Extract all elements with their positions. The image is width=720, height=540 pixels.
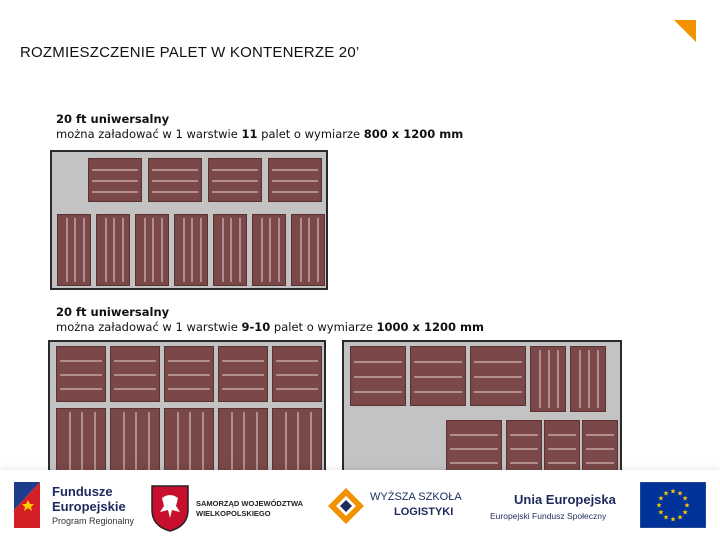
pallet bbox=[291, 214, 325, 286]
caption-2-heading: 20 ft uniwersalny bbox=[56, 305, 170, 319]
slide-title: ROZMIESZCZENIE PALET W KONTENERZE 20’ bbox=[20, 44, 360, 61]
eu-star-icon: ★ bbox=[683, 502, 691, 510]
pallet bbox=[148, 158, 202, 202]
eu-star-icon: ★ bbox=[655, 502, 663, 510]
container-diagram-800x1200 bbox=[50, 150, 328, 290]
pallet bbox=[252, 214, 286, 286]
wsl-logo-icon bbox=[326, 486, 366, 526]
eu-star-icon: ★ bbox=[676, 514, 684, 522]
pallet bbox=[96, 214, 130, 286]
eu-star-icon: ★ bbox=[657, 495, 665, 503]
pallet bbox=[56, 408, 106, 476]
eu-star-icon: ★ bbox=[662, 514, 670, 522]
eu-star-icon: ★ bbox=[657, 509, 665, 517]
eu-star-icon: ★ bbox=[669, 516, 677, 524]
pallet bbox=[218, 346, 268, 402]
eu-flag-icon bbox=[640, 482, 706, 528]
ue-line1: Unia Europejska bbox=[514, 492, 616, 507]
eu-star-icon: ★ bbox=[669, 488, 677, 496]
wielkopolska-crest-icon bbox=[150, 484, 190, 532]
pallet bbox=[218, 408, 268, 476]
ue-line2: Europejski Fundusz Społeczny bbox=[490, 511, 607, 521]
caption-2-description: można załadować w 1 warstwie 9-10 palet o wymiarze 1000 x 1200 mm bbox=[56, 320, 484, 334]
fe-line2: Europejskie bbox=[52, 499, 126, 514]
pallet bbox=[446, 420, 502, 476]
pallet bbox=[410, 346, 466, 406]
pallet bbox=[88, 158, 142, 202]
pallet bbox=[506, 420, 542, 476]
pallet bbox=[268, 158, 322, 202]
pallet bbox=[544, 420, 580, 476]
fundusze-europejskie-logo-icon bbox=[10, 480, 46, 530]
wsl-line2: LOGISTYKI bbox=[394, 506, 454, 518]
container-diagram-1000x1200-a bbox=[48, 340, 326, 480]
eu-star-icon: ★ bbox=[662, 490, 670, 498]
pallet bbox=[208, 158, 262, 202]
pallet bbox=[164, 408, 214, 476]
eu-star-icon: ★ bbox=[676, 490, 684, 498]
container-diagram-1000x1200-b bbox=[342, 340, 622, 480]
sw-line2: WIELKOPOLSKIEGO bbox=[196, 509, 271, 518]
pallet bbox=[135, 214, 169, 286]
eu-star-icon: ★ bbox=[681, 509, 689, 517]
pallet bbox=[164, 346, 214, 402]
caption-2 bbox=[56, 305, 484, 335]
fe-line3: Program Regionalny bbox=[52, 516, 135, 526]
caption-1-heading: 20 ft uniwersalny bbox=[56, 112, 170, 126]
pallet bbox=[57, 214, 91, 286]
eu-star-icon: ★ bbox=[681, 495, 689, 503]
pallet bbox=[213, 214, 247, 286]
pallet bbox=[530, 346, 566, 412]
pallet bbox=[570, 346, 606, 412]
pallet bbox=[350, 346, 406, 406]
caption-1-description: można załadować w 1 warstwie 11 palet o wymiarze 800 x 1200 mm bbox=[56, 127, 464, 141]
footer-logos bbox=[0, 470, 720, 540]
fe-line1: Fundusze bbox=[52, 484, 113, 499]
pallet bbox=[174, 214, 208, 286]
pallet bbox=[110, 346, 160, 402]
caption-1 bbox=[56, 112, 463, 142]
pallet bbox=[56, 346, 106, 402]
sw-line1: SAMORZĄD WOJEWÓDZTWA bbox=[196, 499, 304, 508]
pallet bbox=[110, 408, 160, 476]
pallet bbox=[470, 346, 526, 406]
pallet bbox=[582, 420, 618, 476]
pallet bbox=[272, 346, 322, 402]
wsl-line1: WYŻSZA SZKOŁA bbox=[370, 491, 462, 503]
corner-triangle-icon bbox=[674, 20, 696, 42]
pallet bbox=[272, 408, 322, 476]
